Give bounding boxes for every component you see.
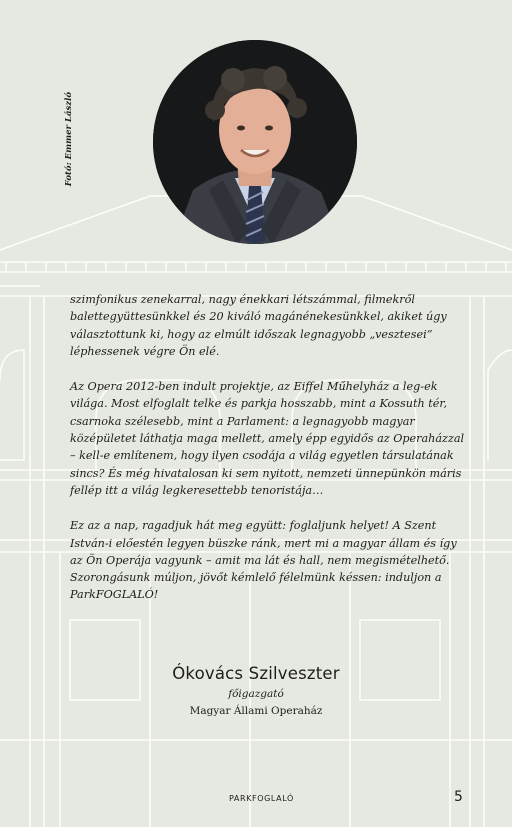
paragraph: Ez az a nap, ragadjuk hát meg együtt: foglaljunk helyet! A Szent István-i előestén legyen büszke ránk, mert mi a magyar állam és így az Ön Operája vagyunk – amit ma lát és hall, nem megismételhető. Szorongásunk múljon, jövőt kémlelő félelmünk késsen: induljon a ParkFOGLALÓ! (70, 519, 457, 602)
page-number: 5 (454, 789, 463, 805)
letter-body (70, 291, 470, 622)
signature-role: főigazgató (228, 688, 284, 700)
signature-name: Ókovács Szilveszter (172, 664, 340, 683)
paragraph: Az Opera 2012-ben indult projektje, az Eiffel Műhelyház a leg-ek világa. Most elfoglalt telke és parkja hosszabb, mint a Kossuth tér, csarnoka szélesebb, mint a Parlament: a legnagyobb magyar középületet láthatja maga mellett, amely épp egyidős az Operaházzal – kell-e említenem, hogy ilyen csodája a világ egyetlen társulatának sincs? És még hivatalosan ki sem nyitott, nemzeti ünnepünkön máris fellép itt a világ legkeresettebb tenoristája… (70, 380, 465, 497)
paragraph: szimfonikus zenekarral, nagy énekkari létszámmal, filmekről balettegyüttesünkkel és 20 kiváló magánénekesünkkel, akiket úgy választottunk ki, hogy az elmúlt időszak legnagyobb „vesztesei” léphessenek végre Ön elé. (70, 293, 447, 358)
portrait-photo (153, 40, 357, 244)
photo-credit: Fotó: Emmer László (64, 92, 74, 187)
footer-label: PARKFOGLALÓ (229, 794, 294, 803)
signature-organization: Magyar Állami Operaház (189, 705, 323, 717)
